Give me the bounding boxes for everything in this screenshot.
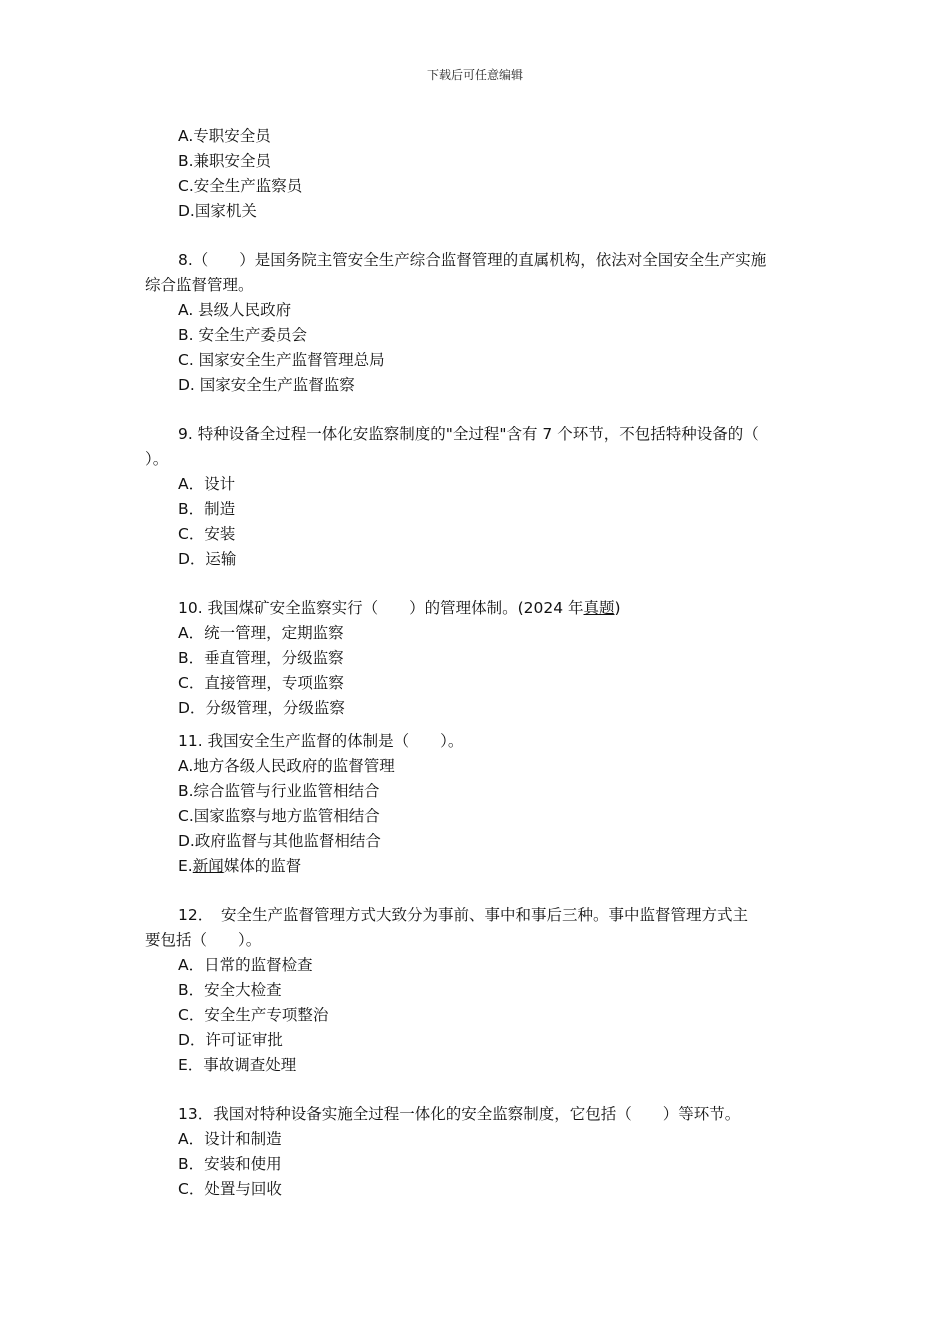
option: B.兼职安全员 <box>178 152 272 170</box>
document-body <box>145 124 805 1202</box>
option-prefix: E. <box>178 857 193 875</box>
question-stem: 12． 安全生产监督管理方式大致分为事前、事中和事后三种。事中监督管理方式主 <box>178 906 748 924</box>
page-header: 下载后可任意编辑 <box>426 68 523 82</box>
question-stem-continued: 要包括（ ）。 <box>145 931 262 949</box>
option: A．统一管理，定期监察 <box>178 624 344 642</box>
option: D．许可证审批 <box>178 1031 283 1049</box>
option: A．设计和制造 <box>178 1130 282 1148</box>
option: B.综合监管与行业监管相结合 <box>178 782 380 800</box>
question-13 <box>145 1102 805 1202</box>
question-7 <box>145 124 805 224</box>
question-stem-continued: ）。 <box>145 450 169 468</box>
option: B．安装和使用 <box>178 1155 282 1173</box>
question-stem: 11. 我国安全生产监督的体制是（ ）。 <box>178 732 464 750</box>
question-9 <box>145 422 805 572</box>
option <box>145 854 805 879</box>
option: C．安装 <box>178 525 236 543</box>
option-suffix: 媒体的监督 <box>223 857 302 875</box>
question-stem: 13．我国对特种设备实施全过程一体化的安全监察制度，它包括（ ）等环节。 <box>178 1105 741 1123</box>
option: C．直接管理，专项监察 <box>178 674 344 692</box>
question-10 <box>145 596 805 721</box>
stem-text-end: ) <box>614 599 621 617</box>
option: C．安全生产专项整治 <box>178 1006 329 1024</box>
question-8 <box>145 248 805 398</box>
option: A．设计 <box>178 475 236 493</box>
option: C.国家监察与地方监管相结合 <box>178 807 380 825</box>
option: D．运输 <box>178 550 237 568</box>
option: A. 县级人民政府 <box>178 301 292 319</box>
option: D．分级管理，分级监察 <box>178 699 345 717</box>
option: D.国家机关 <box>178 202 257 220</box>
stem-text: 10. 我国煤矿安全监察实行（ ）的管理体制。(2024 年 <box>178 599 584 617</box>
option: C．处置与回收 <box>178 1180 282 1198</box>
question-stem: 9. 特种设备全过程一体化安监察制度的"全过程"含有 7 个环节，不包括特种设备的（ <box>178 425 759 443</box>
option: C.安全生产监察员 <box>178 177 303 195</box>
option: A．日常的监督检查 <box>178 956 313 974</box>
option: E．事故调查处理 <box>178 1056 297 1074</box>
option: B．垂直管理，分级监察 <box>178 649 344 667</box>
option: B．制造 <box>178 500 236 518</box>
exam-link[interactable]: 真题 <box>583 599 615 617</box>
question-stem <box>145 596 805 621</box>
option: C. 国家安全生产监督管理总局 <box>178 351 385 369</box>
question-stem-continued: 综合监督管理。 <box>145 276 254 294</box>
option: A.专职安全员 <box>178 127 271 145</box>
question-12 <box>145 903 805 1078</box>
option: D. 国家安全生产监督监察 <box>178 376 355 394</box>
option: B．安全大检查 <box>178 981 282 999</box>
option: D.政府监督与其他监督相结合 <box>178 832 381 850</box>
news-link[interactable]: 新闻 <box>192 857 224 875</box>
question-11 <box>145 729 805 879</box>
question-stem: 8.（ ）是国务院主管安全生产综合监督管理的直属机构，依法对全国安全生产实施 <box>178 251 767 269</box>
option: A.地方各级人民政府的监督管理 <box>178 757 395 775</box>
option: B. 安全生产委员会 <box>178 326 307 344</box>
